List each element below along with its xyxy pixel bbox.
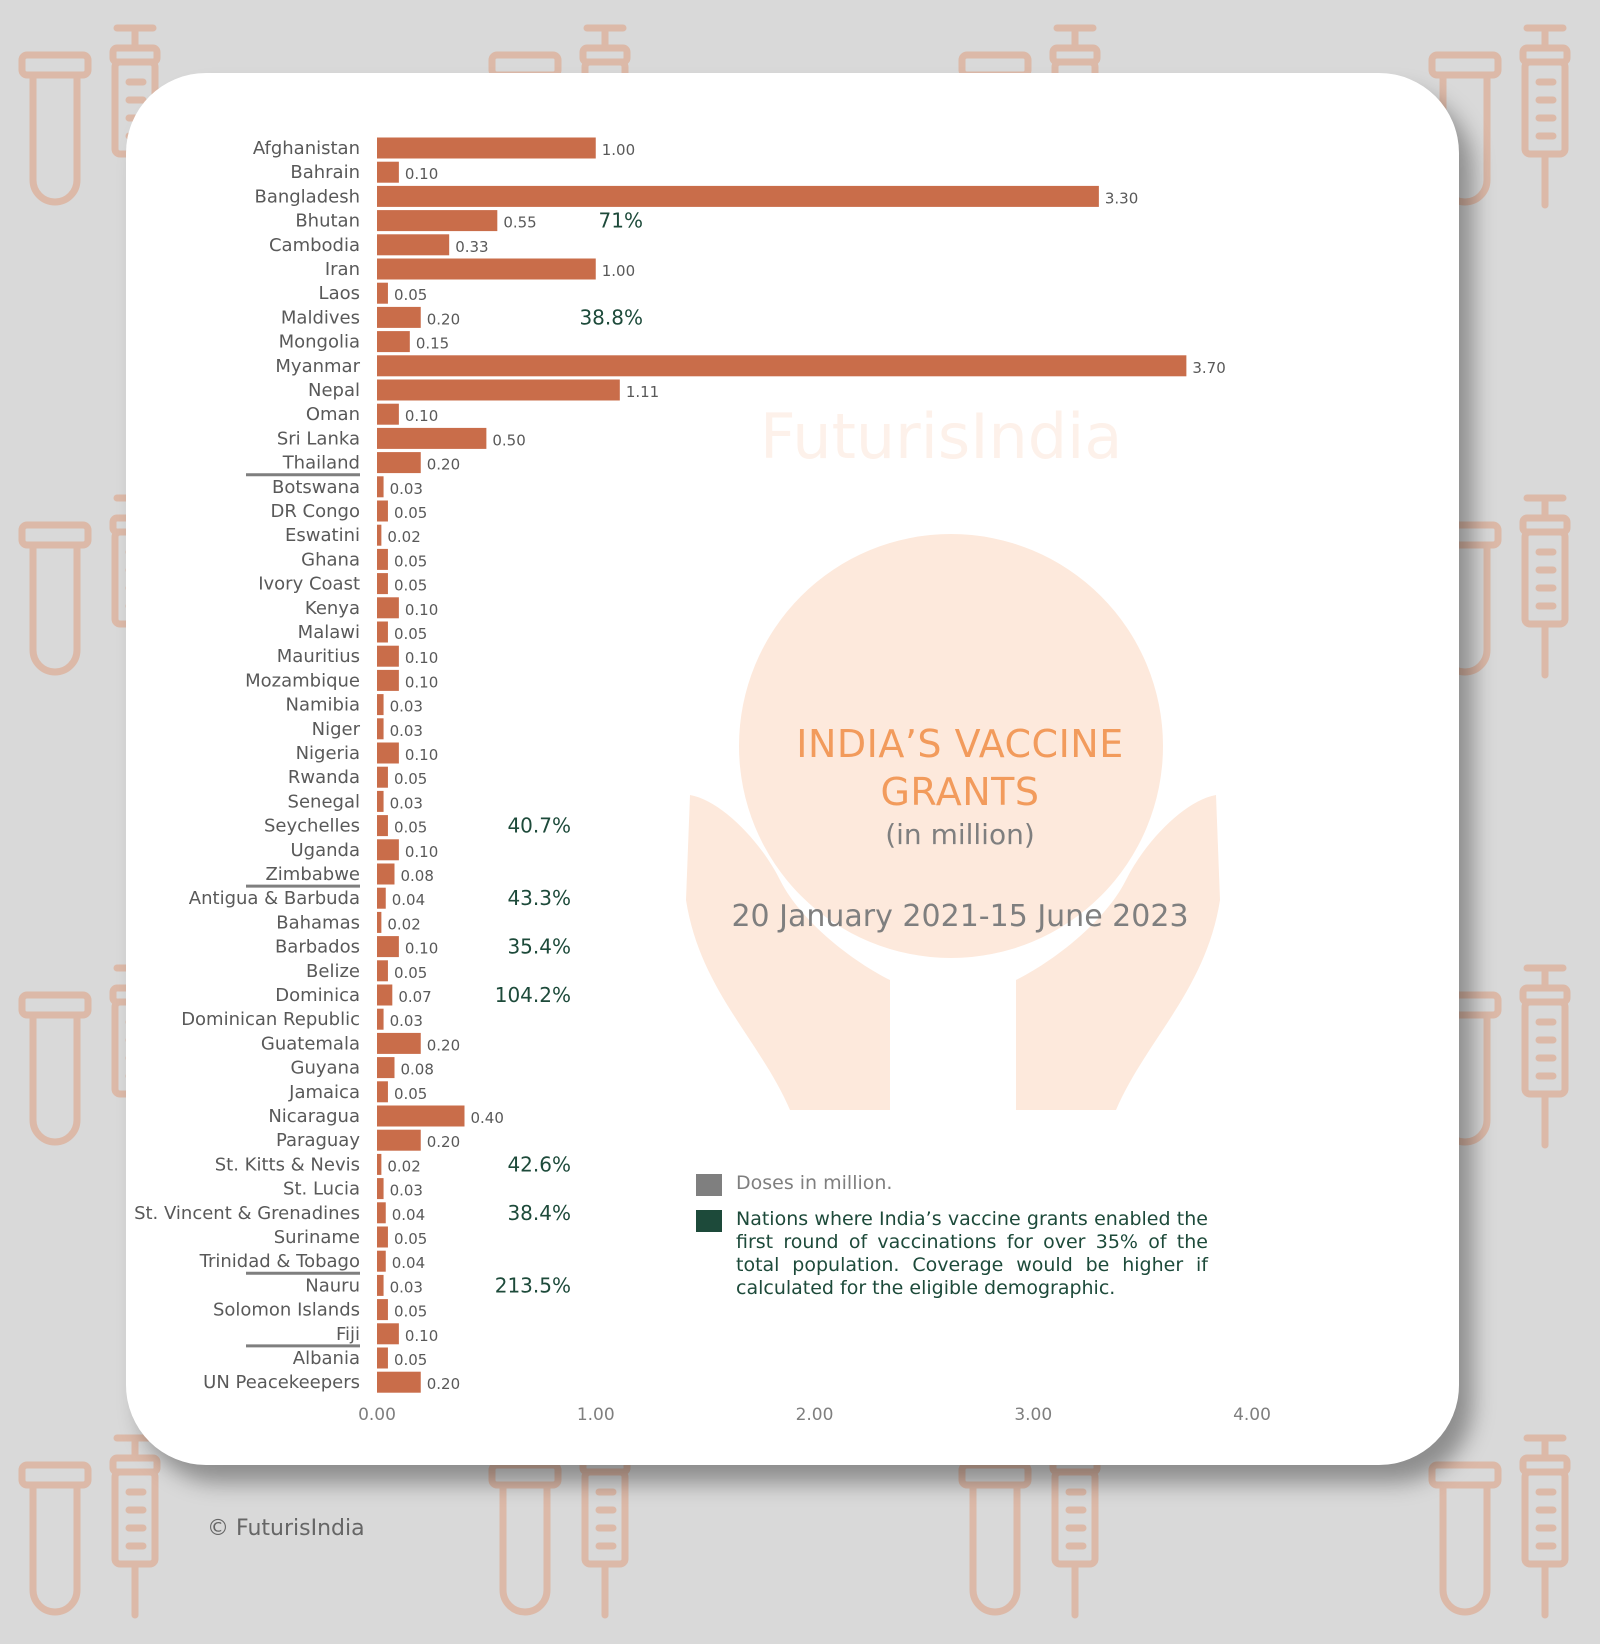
value-label: 0.03	[389, 479, 423, 498]
value-label: 0.05	[393, 963, 428, 982]
value-label: 0.10	[404, 842, 439, 861]
bar	[377, 743, 399, 764]
value-label: 1.00	[601, 141, 636, 159]
value-label: 0.05	[393, 625, 428, 643]
value-label: 0.08	[400, 867, 434, 885]
value-label: 0.10	[404, 407, 439, 426]
bar	[377, 404, 399, 425]
value-label: 1.11	[625, 383, 660, 401]
bar	[377, 815, 388, 836]
category-label: Dominica	[275, 985, 360, 1006]
bar	[377, 622, 388, 643]
bar	[377, 888, 386, 909]
category-label: Nepal	[308, 380, 360, 401]
value-label: 0.10	[404, 673, 439, 692]
bar	[377, 1323, 399, 1344]
x-tick-label: 1.00	[576, 1405, 615, 1425]
category-label: Laos	[318, 283, 360, 305]
category-label: Guyana	[290, 1057, 360, 1079]
bar	[377, 1299, 388, 1320]
value-label: 0.03	[389, 1181, 423, 1200]
category-label: Maldives	[280, 307, 360, 329]
category-label: St. Lucia	[283, 1178, 360, 1200]
category-label: St. Kitts & Nevis	[214, 1154, 360, 1176]
legend-item-coverage	[696, 1208, 1208, 1300]
bar	[377, 355, 1186, 376]
category-label: Senegal	[287, 791, 360, 813]
category-label: Uganda	[290, 839, 360, 861]
category-label: Rwanda	[287, 767, 360, 789]
value-label: 0.05	[393, 286, 428, 305]
bar	[377, 1057, 395, 1078]
bar	[377, 767, 388, 788]
bar	[377, 1275, 384, 1296]
category-label: Nauru	[305, 1275, 360, 1297]
value-label: 0.20	[426, 1375, 461, 1394]
value-label: 0.05	[393, 576, 428, 595]
value-label: 0.55	[503, 213, 537, 232]
category-label: Sri Lanka	[276, 428, 360, 450]
category-label: Nigeria	[295, 743, 360, 764]
value-label: 0.20	[426, 310, 461, 329]
category-label: Bahrain	[290, 162, 360, 184]
bar	[377, 718, 384, 739]
bar	[377, 1202, 386, 1223]
bar	[377, 573, 388, 594]
value-label: 0.05	[393, 1230, 428, 1248]
value-label: 0.33	[455, 237, 489, 256]
bar	[377, 162, 399, 183]
value-label: 3.70	[1192, 358, 1226, 377]
coverage-label: 213.5%	[494, 1273, 571, 1298]
value-label: 0.02	[387, 1157, 421, 1176]
coverage-label: 71%	[598, 208, 643, 233]
category-label: Oman	[305, 404, 360, 426]
bar	[377, 307, 421, 328]
watermark: FuturisIndia	[760, 400, 1123, 473]
bar	[377, 1106, 465, 1127]
bar	[377, 1251, 386, 1272]
category-label: Ghana	[301, 549, 360, 571]
bar	[377, 428, 486, 449]
bar	[377, 985, 392, 1006]
value-label: 0.40	[470, 1109, 504, 1127]
legend-item-doses	[696, 1172, 1208, 1195]
legend-text-doses: Doses in million.	[736, 1172, 893, 1194]
category-label: Mongolia	[278, 331, 360, 353]
value-label: 3.30	[1104, 189, 1139, 208]
coverage-label: 38.4%	[507, 1200, 571, 1225]
coverage-label: 43.3%	[507, 886, 571, 911]
category-label: Bhutan	[295, 210, 360, 232]
x-tick-label: 3.00	[1014, 1405, 1053, 1425]
bar	[377, 839, 399, 860]
category-label: Botswana	[272, 476, 360, 498]
value-label: 1.00	[601, 262, 636, 280]
x-tick-label: 4.00	[1233, 1405, 1271, 1425]
bar	[377, 1154, 381, 1175]
category-label: Antigua & Barbuda	[188, 888, 360, 910]
legend-swatch-gray	[696, 1174, 722, 1196]
chart-title-line2: GRANTS	[880, 770, 1040, 814]
bar	[377, 670, 399, 691]
value-label: 0.02	[387, 915, 421, 934]
value-label: 0.03	[389, 697, 423, 716]
bar	[377, 791, 384, 812]
bar	[377, 210, 497, 231]
value-label: 0.50	[492, 431, 526, 450]
category-label: Mauritius	[276, 646, 360, 668]
bar	[377, 1178, 384, 1199]
bar	[377, 1372, 421, 1393]
chart-title-block	[680, 720, 1240, 934]
category-label: Seychelles	[264, 815, 360, 837]
bar	[377, 1009, 384, 1030]
category-label: Albania	[292, 1348, 360, 1369]
bar	[377, 1081, 388, 1102]
bar	[377, 331, 410, 352]
chart-title-line1: INDIA’S VACCINE	[796, 722, 1124, 766]
x-tick-label: 0.00	[358, 1405, 396, 1425]
coverage-label: 104.2%	[494, 983, 571, 1007]
category-label: Mozambique	[245, 670, 360, 692]
bar	[377, 234, 449, 255]
value-label: 0.05	[393, 770, 428, 789]
category-label: Jamaica	[289, 1081, 360, 1103]
value-label: 0.20	[426, 1036, 461, 1055]
value-label: 0.15	[415, 334, 450, 353]
category-label: Thailand	[282, 452, 360, 474]
bar	[377, 960, 388, 981]
category-label: Eswatini	[285, 525, 360, 547]
value-label: 0.05	[393, 1302, 428, 1321]
category-label: Nicaragua	[268, 1106, 360, 1127]
category-label: Kenya	[304, 597, 360, 619]
bar	[377, 259, 596, 280]
copyright: © FuturisIndia	[207, 1516, 365, 1541]
value-label: 0.07	[398, 988, 432, 1006]
category-label: Bangladesh	[254, 186, 360, 208]
category-label: Trinidad & Tobago	[199, 1251, 360, 1273]
bar	[377, 936, 399, 957]
category-label: Malawi	[297, 622, 360, 643]
value-label: 0.04	[391, 1254, 426, 1273]
value-label: 0.03	[389, 1012, 423, 1031]
value-label: 0.04	[391, 1205, 426, 1224]
value-label: 0.10	[404, 746, 439, 764]
value-label: 0.05	[393, 1351, 428, 1369]
value-label: 0.10	[404, 1326, 439, 1345]
category-label: Niger	[311, 718, 360, 740]
value-label: 0.05	[393, 818, 428, 837]
category-label: Myanmar	[275, 355, 360, 377]
category-label: Iran	[324, 259, 360, 280]
x-tick-label: 2.00	[795, 1405, 834, 1425]
bar	[377, 646, 399, 667]
category-label: Belize	[306, 960, 360, 982]
category-label: Afghanistan	[252, 138, 360, 159]
value-label: 0.03	[389, 721, 423, 740]
value-label: 0.10	[404, 939, 439, 958]
value-label: 0.04	[391, 891, 426, 910]
value-label: 0.02	[387, 528, 421, 547]
category-label: Paraguay	[275, 1130, 360, 1152]
bar	[377, 452, 421, 473]
bar	[377, 1348, 388, 1369]
chart-subtitle: (in million)	[885, 818, 1035, 851]
category-label: Suriname	[273, 1227, 360, 1248]
bar	[377, 186, 1099, 207]
category-label: UN Peacekeepers	[203, 1372, 360, 1394]
value-label: 0.10	[404, 165, 439, 184]
value-label: 0.03	[389, 1278, 423, 1297]
bar	[377, 912, 381, 933]
value-label: 0.20	[426, 455, 461, 474]
coverage-label: 38.8%	[579, 305, 643, 330]
legend-swatch-green	[696, 1210, 722, 1232]
category-label: DR Congo	[270, 501, 360, 522]
bar	[377, 138, 596, 159]
bar	[377, 525, 381, 546]
date-range: 20 January 2021-15 June 2023	[731, 899, 1189, 934]
value-label: 0.10	[404, 600, 439, 619]
category-label: Solomon Islands	[212, 1299, 360, 1321]
category-label: Barbados	[274, 936, 360, 958]
coverage-label: 35.4%	[507, 934, 571, 959]
category-label: Fiji	[335, 1323, 360, 1345]
bar	[377, 549, 388, 570]
legend-text-coverage: Nations where India’s vaccine grants enabled the first round of vaccinations for over 35% of the total population. Coverage would be higher if calculated for the eligible demographic.	[736, 1208, 1208, 1299]
value-label: 0.08	[400, 1060, 434, 1079]
category-label: Guatemala	[260, 1033, 360, 1055]
value-label: 0.05	[393, 552, 428, 571]
bar	[377, 1227, 388, 1248]
category-label: Cambodia	[268, 234, 360, 256]
value-label: 0.05	[393, 1084, 428, 1103]
coverage-label: 40.7%	[507, 813, 571, 838]
bar	[377, 864, 395, 885]
value-label: 0.05	[393, 504, 428, 522]
category-label: Bahamas	[276, 912, 360, 934]
bar	[377, 597, 399, 618]
category-label: Ivory Coast	[258, 573, 360, 595]
bar	[377, 501, 388, 522]
value-label: 0.10	[404, 649, 439, 668]
category-label: Zimbabwe	[265, 864, 360, 885]
category-label: St. Vincent & Grenadines	[134, 1202, 360, 1224]
value-label: 0.20	[426, 1133, 461, 1152]
bar	[377, 380, 620, 401]
bar	[377, 1033, 421, 1054]
bar	[377, 1130, 421, 1151]
category-label: Namibia	[285, 694, 360, 716]
value-label: 0.03	[389, 794, 423, 813]
bar	[377, 476, 384, 497]
coverage-label: 42.6%	[507, 1152, 571, 1177]
category-label: Dominican Republic	[181, 1009, 360, 1031]
bar	[377, 283, 388, 304]
bar	[377, 694, 384, 715]
